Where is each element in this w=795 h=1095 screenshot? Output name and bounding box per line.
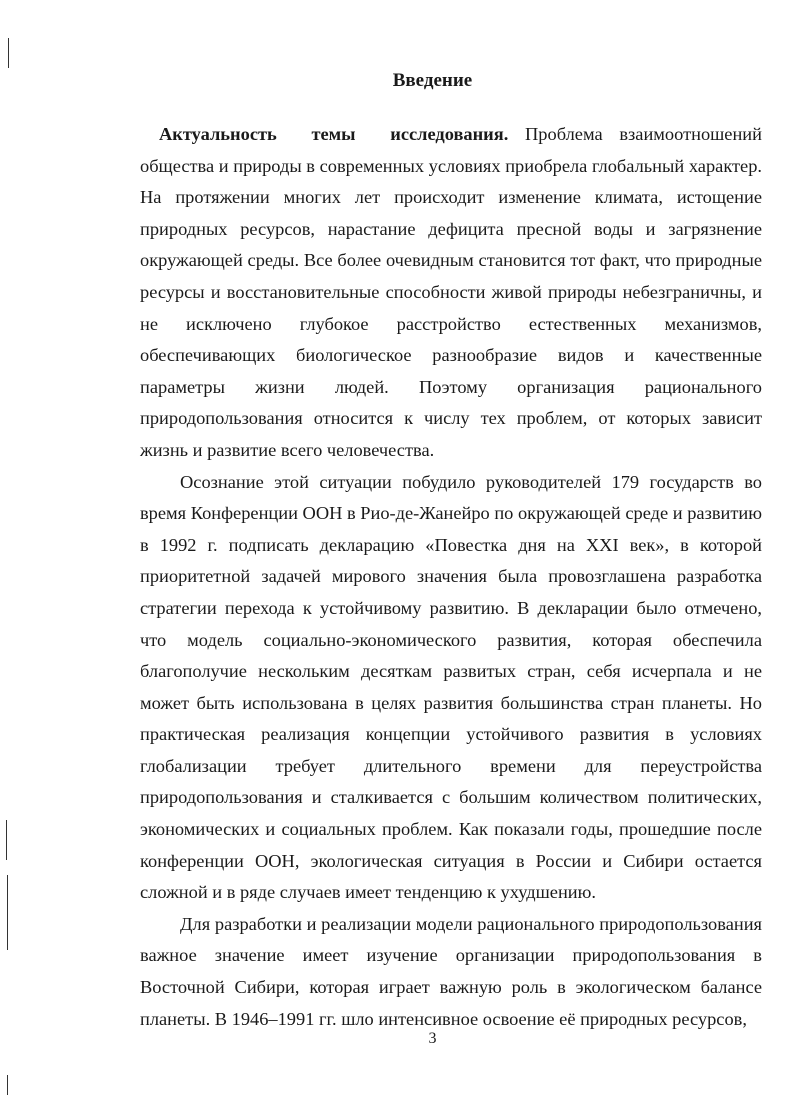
- page-number: 3: [428, 1030, 437, 1047]
- page-title: Введение: [392, 70, 473, 91]
- paragraph-relevance: [140, 119, 762, 467]
- scan-artifact: [6, 820, 7, 860]
- scan-artifact: [7, 875, 8, 950]
- body-text: [140, 119, 762, 1035]
- paragraph-eastern-siberia: Для разработки и реализации модели рационального природопользования важное значение имеет изучение организации природопользования в Восточной Сибири, которая играет важную роль в экологическом балансе планеты. В 1946–1991 гг. шло интенсивное освоение её природных ресурсов,: [140, 913, 762, 1029]
- scan-artifact: [8, 38, 9, 68]
- scan-artifact: [7, 1075, 8, 1095]
- paragraph-rio-conference: Осознание этой ситуации побудило руководителей 179 государств во время Конференции ООН в Рио-де-Жанейро по окружающей среде и развитию в 1992 г. подписать декларацию «Повестка дня на XXI век», в которой приоритетной задачей мирового значения была провозглашена разработка стратегии перехода к устойчивому развитию. В декларации было отмечено, что модель социально-экономического развития, которая обеспечила благополучие нескольким десяткам развитых стран, себя исчерпала и не может быть использована в целях развития большинства стран планеты. Но практическая реализация концепции устойчивого развития в условиях глобализации требует длительного времени для переустройства природопользования и сталкивается с большим количеством политических, экономических и социальных проблем. Как показали годы, прошедшие после конференции ООН, экологическая ситуация в России и Сибири остается сложной и в ряде случаев имеет тенденцию к ухудшению.: [140, 471, 762, 903]
- paragraph-lead: Актуальность темы исследования.: [159, 124, 509, 144]
- paragraph-text: Проблема взаимоотношений общества и природы в современных условиях приобрела глобальный характер. На протяжении многих лет происходит изменение климата, истощение природных ресурсов, нарастание дефицита пресной воды и загрязнение окружающей среды. Все более очевидным становится тот факт, что природные ресурсы и восстановительные способности живой природы небезграничны, и не исключено глубокое расстройство естественных механизмов, обеспечивающих биологическое разнообразие видов и качественные параметры жизни людей. Поэтому организация рационального природопользования относится к числу тех проблем, от которых зависит жизнь и развитие всего человечества.: [140, 124, 762, 460]
